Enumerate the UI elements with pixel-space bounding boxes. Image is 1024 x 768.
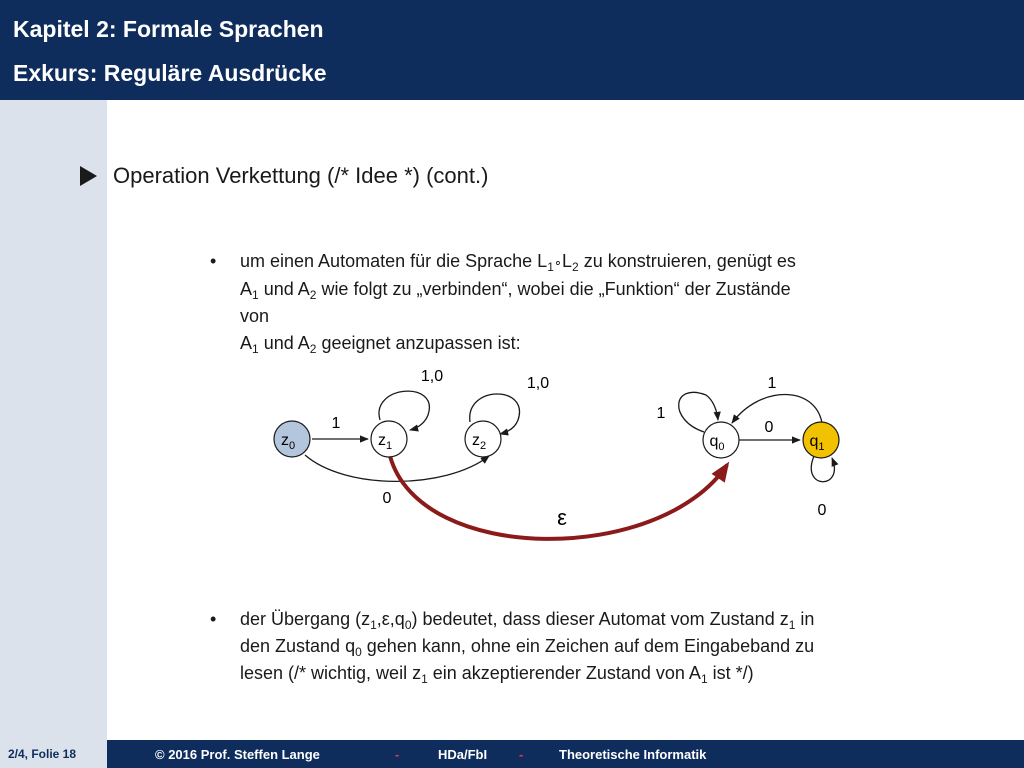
subscript: 0 — [355, 645, 362, 659]
footer-course: Theoretische Informatik — [559, 747, 707, 762]
state-z2-label: $z_2$ — [471, 432, 487, 452]
footer-page-box — [0, 740, 107, 768]
bullet1-line-3: von — [240, 306, 270, 326]
text-segment: geeignet anzupassen ist: — [316, 333, 521, 353]
edge-q1-q0 — [732, 395, 822, 424]
subscript: 1 — [252, 342, 259, 356]
edge-label-epsilon: ε — [557, 505, 567, 530]
subscript: 2 — [309, 288, 317, 302]
footer-department: HDa/FbI — [438, 747, 488, 762]
text-segment: ist */) — [707, 663, 754, 683]
text-segment: und A — [258, 333, 310, 353]
edge-label-q1-loop: 0 — [817, 502, 827, 519]
state-q1-label: $q_1$ — [809, 433, 825, 453]
bullet-marker: • — [210, 609, 217, 629]
edge-label-z2-loop: 1,0 — [526, 375, 550, 392]
bullet2-line-2 — [240, 633, 814, 660]
text-segment: gehen kann, ohne ein Zeichen auf dem Eingabeband zu — [361, 636, 815, 656]
text-segment: und A — [258, 279, 310, 299]
subscript: 2 — [572, 260, 579, 274]
text-segment: ) bedeutet, dass dieser Automat vom Zustand z — [411, 609, 789, 629]
footer-copyright: © 2016 Prof. Steffen Lange — [155, 747, 320, 762]
slide-footer — [107, 740, 1024, 768]
state-q0 — [703, 422, 739, 458]
state-z0 — [274, 421, 310, 457]
state-z2 — [465, 421, 501, 457]
bullet-text — [240, 606, 814, 687]
state-z0-label: $z_0$ — [280, 432, 296, 452]
bullet2-line-3 — [240, 660, 814, 687]
edge-label-z0-z2: 0 — [382, 490, 392, 507]
edge-label-z1-loop: 1,0 — [420, 368, 444, 385]
text-segment: den Zustand q — [240, 636, 356, 656]
edge-label-q0-loop: 1 — [656, 405, 666, 422]
section-title: Exkurs: Reguläre Ausdrücke — [13, 60, 327, 86]
text-segment: L — [562, 251, 573, 271]
edge-label-q1-q0: 1 — [767, 375, 777, 392]
subscript: 1 — [700, 672, 708, 686]
text-segment: ein akzeptierender Zustand von A — [427, 663, 701, 683]
subscript: 1 — [788, 618, 796, 632]
text-segment: um einen Automaten für die Sprache L — [240, 251, 548, 271]
state-z1-label: $z_1$ — [377, 432, 393, 452]
text-segment: der Übergang (z — [240, 609, 371, 629]
text-segment: in — [795, 609, 815, 629]
bullet-marker: • — [210, 251, 217, 271]
state-z1 — [371, 421, 407, 457]
subscript: 1 — [252, 288, 259, 302]
text-segment: wie folgt zu „verbinden“, wobei die „Funktion“ der Zustände — [316, 279, 791, 299]
footer-separator: - — [395, 747, 400, 762]
subscript: 1 — [370, 618, 377, 632]
concat-operator: ∘ — [553, 255, 563, 270]
chapter-title: Kapitel 2: Formale Sprachen — [13, 16, 324, 42]
state-q0-label: $q_0$ — [709, 433, 725, 453]
edge-label-q0-q1: 0 — [764, 419, 774, 436]
text-segment: ,ε,q — [376, 609, 405, 629]
subscript: 1 — [547, 260, 554, 274]
slide-number: 2/4, Folie 18 — [8, 747, 77, 761]
text-segment: lesen (/* wichtig, weil z — [240, 663, 422, 683]
footer-separator: - — [519, 747, 524, 762]
edge-q1-loop — [811, 456, 834, 482]
text-segment: A — [240, 333, 253, 353]
state-q1 — [803, 422, 839, 458]
subscript: 2 — [309, 342, 317, 356]
heading-text: Operation Verkettung (/* Idee *) (cont.) — [113, 163, 489, 188]
bullet2-line-1 — [240, 606, 814, 633]
text-segment: zu konstruieren, genügt es — [578, 251, 796, 271]
text-segment: A — [240, 279, 253, 299]
subscript: 1 — [421, 672, 428, 686]
subscript: 0 — [404, 618, 412, 632]
edge-label-z0-z1: 1 — [331, 415, 341, 432]
